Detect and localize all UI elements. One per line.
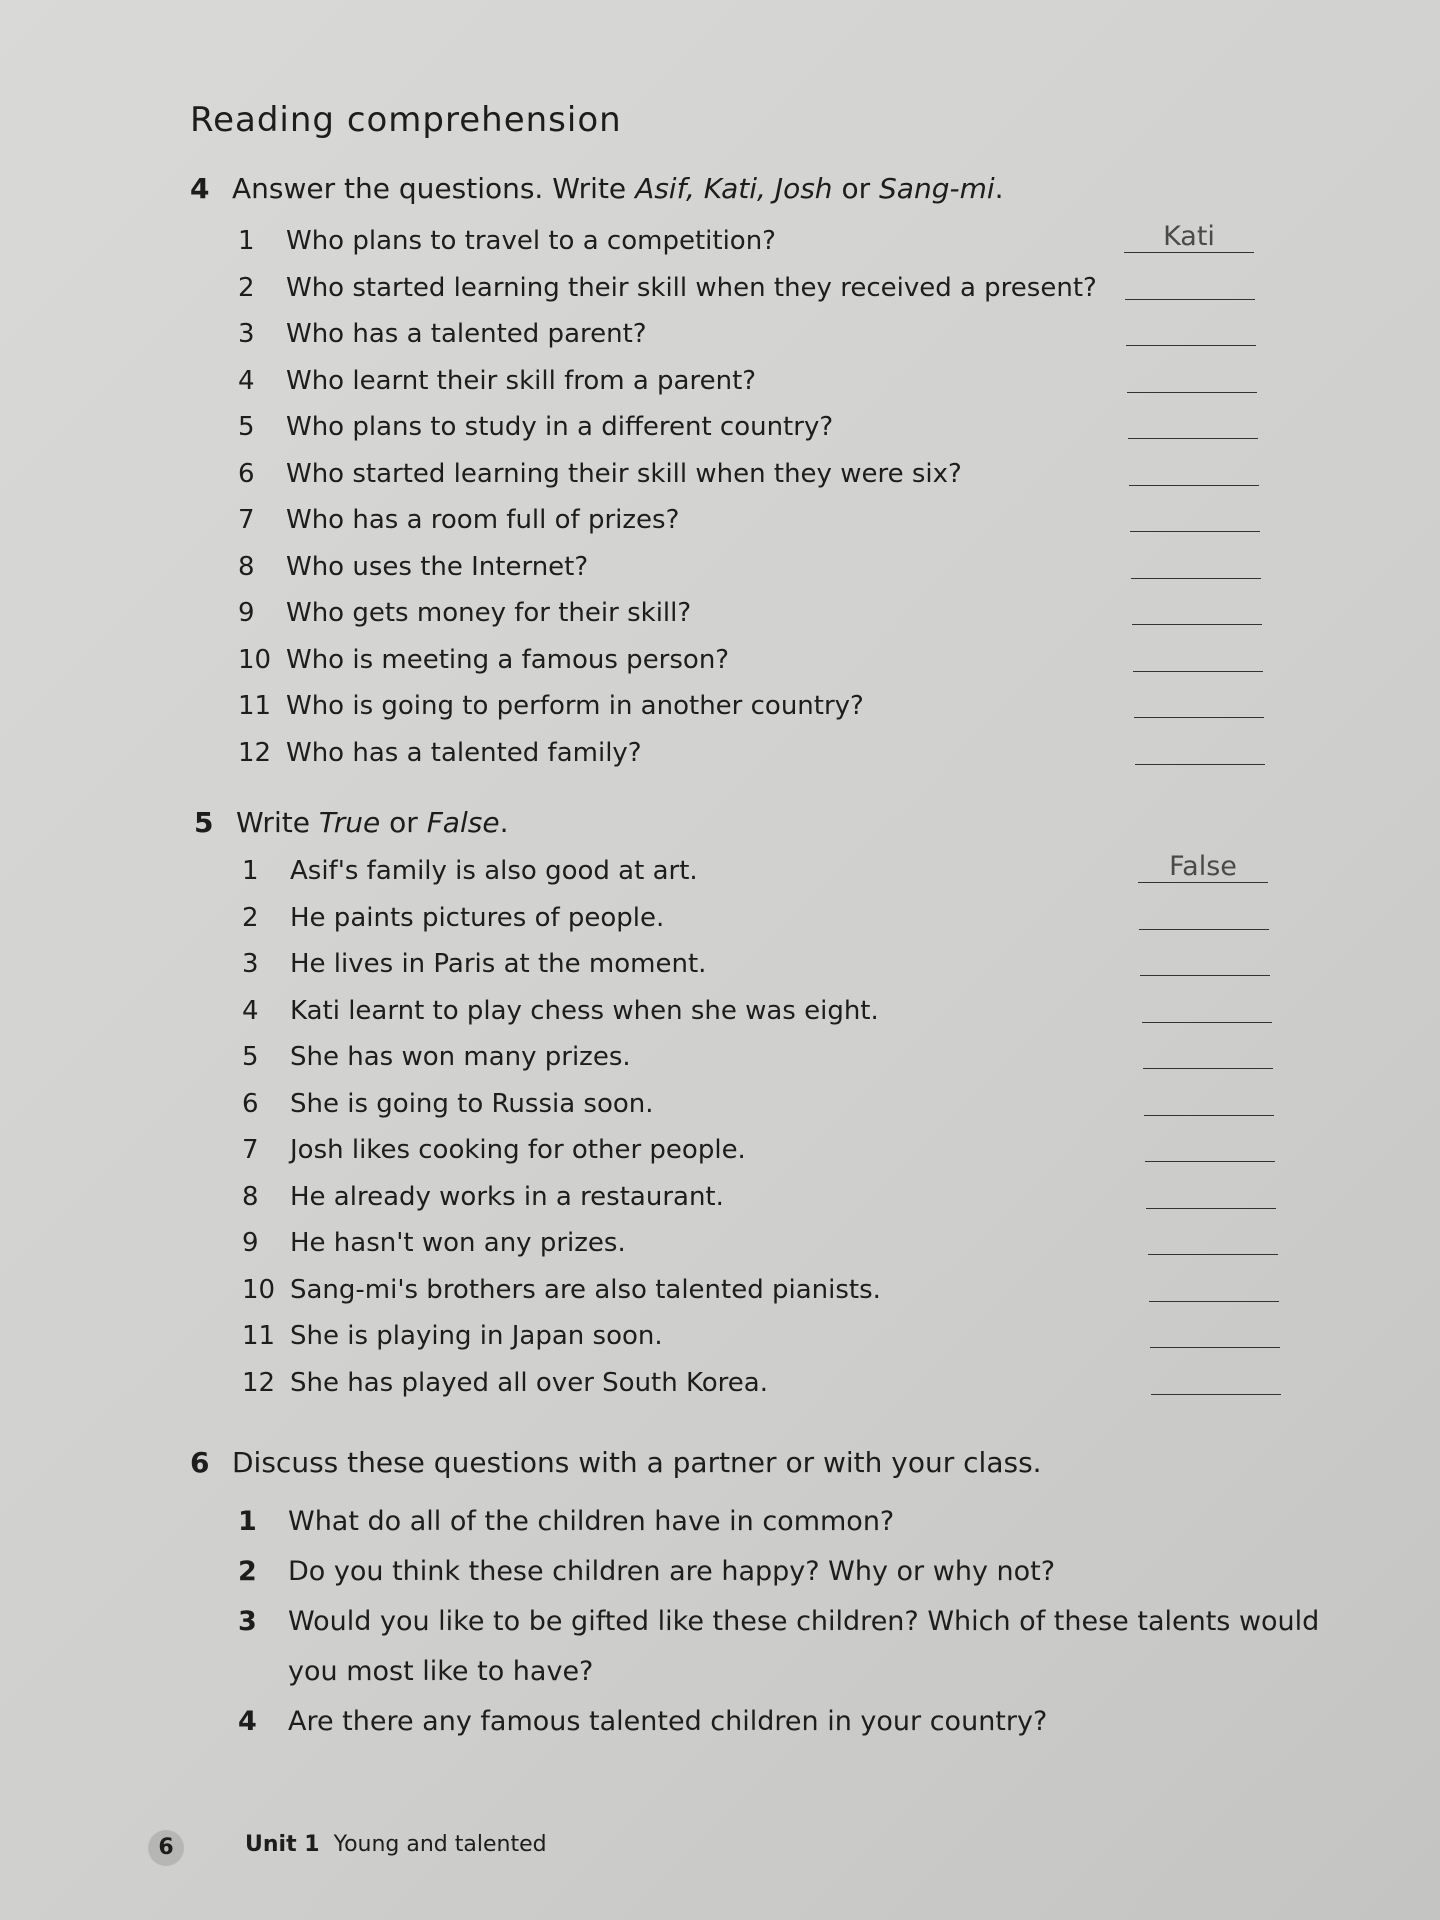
item-number: 9 <box>238 598 255 628</box>
item-number: 7 <box>238 505 255 535</box>
item-text: Asif's family is also good at art. <box>290 856 698 886</box>
statement-item <box>242 1089 654 1119</box>
discussion-item <box>238 1606 1319 1637</box>
item-text: Who has a room full of prizes? <box>286 505 680 535</box>
item-number: 9 <box>242 1228 259 1258</box>
item-text: She has played all over South Korea. <box>290 1367 768 1398</box>
item-number: 12 <box>242 1367 276 1398</box>
answer-blank[interactable] <box>1140 945 1270 976</box>
item-text: Do you think these children are happy? Why or why not? <box>288 1556 1056 1587</box>
or-word: or <box>380 806 427 839</box>
item-number: 4 <box>238 1706 257 1737</box>
question-item <box>238 319 647 349</box>
item-text: He lives in Paris at the moment. <box>290 949 707 979</box>
answer-blank[interactable] <box>1150 1317 1280 1348</box>
item-text: Who started learning their skill when they received a present? <box>286 272 1097 303</box>
item-text: Who learnt their skill from a parent? <box>286 365 757 396</box>
instruction-text: Discuss these questions with a partner or with your class. <box>232 1446 1042 1479</box>
item-number: 8 <box>242 1181 259 1212</box>
answer-blank[interactable] <box>1128 408 1258 439</box>
unit-title: Young and talented <box>333 1832 547 1857</box>
item-number: 2 <box>242 902 259 933</box>
answer-blank[interactable] <box>1151 1364 1281 1395</box>
item-text: What do all of the children have in common? <box>288 1506 895 1537</box>
exercise-number: 4 <box>190 172 210 205</box>
item-number: 7 <box>242 1135 259 1165</box>
answer-blank[interactable] <box>1127 362 1257 393</box>
period: . <box>994 172 1004 205</box>
statement-item <box>242 1368 768 1398</box>
discussion-item <box>238 1556 1055 1587</box>
answer-blank[interactable]: Kati <box>1124 222 1254 253</box>
question-item <box>238 552 588 582</box>
statement-item <box>242 949 706 979</box>
answer-blank[interactable] <box>1126 315 1256 346</box>
unit-footer <box>245 1832 547 1857</box>
question-item <box>238 738 642 768</box>
or-word: or <box>832 172 880 205</box>
answer-blank[interactable]: False <box>1138 852 1268 883</box>
exercise-5-instruction <box>194 806 508 839</box>
instruction-text: Write <box>236 806 319 839</box>
statement-item <box>242 1275 881 1305</box>
answer-blank[interactable] <box>1144 1085 1274 1116</box>
item-number: 10 <box>242 1274 276 1305</box>
discussion-item <box>238 1506 894 1537</box>
item-text: Who has a talented parent? <box>286 319 647 349</box>
period: . <box>499 806 509 839</box>
exercise-number: 5 <box>194 806 214 839</box>
item-number: 3 <box>238 319 255 349</box>
item-number: 3 <box>238 1606 257 1637</box>
item-text: Who is meeting a famous person? <box>286 644 730 675</box>
unit-label: Unit 1 <box>245 1832 320 1857</box>
statement-item <box>242 1228 626 1258</box>
item-number: 1 <box>238 1506 257 1537</box>
item-number: 4 <box>242 995 259 1026</box>
question-item <box>238 645 729 675</box>
instruction-text: Answer the questions. Write <box>232 172 636 205</box>
item-text: Who plans to travel to a competition? <box>286 226 776 256</box>
answer-blank[interactable] <box>1148 1224 1278 1255</box>
item-text: She is going to Russia soon. <box>290 1088 654 1119</box>
item-number: 3 <box>242 949 259 979</box>
question-item <box>238 459 962 489</box>
item-text: Kati learnt to play chess when she was eight. <box>290 995 879 1026</box>
section-heading: Reading comprehension <box>190 100 622 140</box>
statement-item <box>242 1321 663 1351</box>
item-text: you most like to have? <box>288 1656 594 1687</box>
answer-blank[interactable] <box>1149 1271 1279 1302</box>
names-italic: Asif, Kati, Josh <box>635 172 833 205</box>
exercise-4-instruction <box>190 172 1004 205</box>
item-text: She is playing in Japan soon. <box>290 1321 663 1351</box>
discussion-item <box>238 1656 593 1687</box>
item-number: 6 <box>238 458 255 489</box>
item-number: 6 <box>242 1088 259 1119</box>
answer-blank[interactable] <box>1143 1038 1273 1069</box>
statement-item <box>242 1042 631 1072</box>
answer-blank[interactable] <box>1130 501 1260 532</box>
item-text: Josh likes cooking for other people. <box>290 1135 746 1165</box>
item-number: 2 <box>238 272 255 303</box>
answer-blank[interactable] <box>1125 269 1255 300</box>
item-number: 5 <box>238 412 255 442</box>
question-item <box>238 412 833 442</box>
discussion-item <box>238 1706 1047 1737</box>
item-text: Who uses the Internet? <box>286 551 589 582</box>
item-text: He paints pictures of people. <box>290 902 665 933</box>
item-number: 5 <box>242 1042 259 1072</box>
answer-blank[interactable] <box>1142 992 1272 1023</box>
question-item <box>238 273 1097 303</box>
item-number: 10 <box>238 644 272 675</box>
answer-blank[interactable] <box>1135 734 1265 765</box>
statement-item <box>242 1135 746 1165</box>
answer-blank[interactable] <box>1145 1131 1275 1162</box>
statement-item <box>242 856 698 886</box>
answer-blank[interactable] <box>1129 455 1259 486</box>
item-number: 4 <box>238 365 255 396</box>
item-text: Sang-mi's brothers are also talented pianists. <box>290 1274 881 1305</box>
answer-blank[interactable] <box>1134 687 1264 718</box>
item-number: 12 <box>238 737 272 768</box>
item-number: 1 <box>238 226 255 256</box>
page-number: 6 <box>148 1830 184 1866</box>
item-text: She has won many prizes. <box>290 1042 631 1072</box>
question-item <box>238 598 691 628</box>
question-item <box>238 505 679 535</box>
item-text: Would you like to be gifted like these children? Which of these talents would <box>288 1606 1320 1637</box>
item-text: Who started learning their skill when they were six? <box>286 458 962 489</box>
item-number: 1 <box>242 856 259 886</box>
statement-item <box>242 1182 724 1212</box>
true-word: True <box>318 806 381 839</box>
question-item <box>238 226 776 256</box>
answer-blank[interactable] <box>1133 641 1263 672</box>
exercise-6-instruction <box>190 1446 1042 1479</box>
exercise-number: 6 <box>190 1446 210 1479</box>
item-text: He hasn't won any prizes. <box>290 1228 626 1258</box>
answer-blank[interactable] <box>1132 594 1262 625</box>
answer-blank[interactable] <box>1131 548 1261 579</box>
item-text: Are there any famous talented children in your country? <box>288 1706 1048 1737</box>
item-text: Who gets money for their skill? <box>286 598 692 628</box>
answer-blank[interactable] <box>1139 899 1269 930</box>
name-italic: Sang-mi <box>879 172 995 205</box>
item-number: 11 <box>238 691 272 721</box>
question-item <box>238 366 756 396</box>
item-text: He already works in a restaurant. <box>290 1181 724 1212</box>
false-word: False <box>426 806 500 839</box>
item-number: 2 <box>238 1556 257 1587</box>
item-number: 8 <box>238 551 255 582</box>
statement-item <box>242 903 664 933</box>
statement-item <box>242 996 879 1026</box>
item-text: Who has a talented family? <box>286 737 642 768</box>
item-text: Who is going to perform in another country? <box>286 691 864 721</box>
item-number: 11 <box>242 1321 276 1351</box>
item-text: Who plans to study in a different country? <box>286 412 834 442</box>
answer-blank[interactable] <box>1146 1178 1276 1209</box>
question-item <box>238 691 864 721</box>
